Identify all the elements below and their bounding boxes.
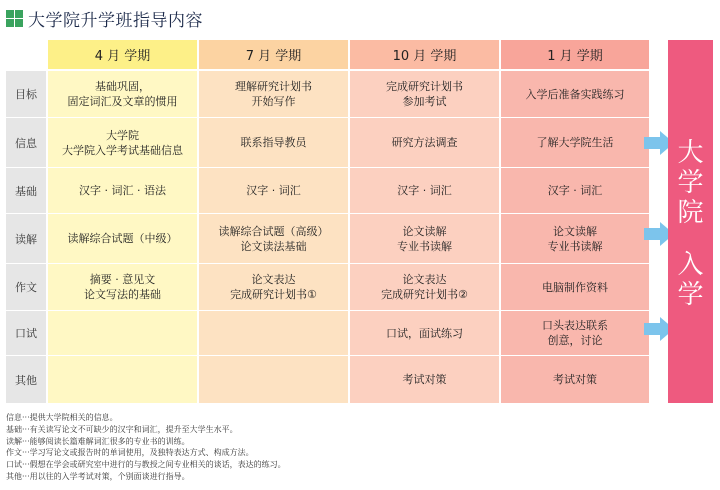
cell-goal-jul: 理解研究计划书 开始写作 [199,71,348,117]
cell-basics-apr: 汉字 · 词汇 · 语法 [48,168,197,213]
header-april: 4 月 学期 [48,40,197,69]
row-label-oral: 口试 [6,311,46,355]
row-separator [6,355,649,356]
cell-other-jan: 考试对策 [501,356,649,403]
row-label-other: 其他 [6,356,46,403]
row-separator [6,310,649,311]
banner-top-text [677,138,703,228]
cell-basics-oct: 汉字 · 词汇 [350,168,499,213]
header-july: 7 月 学期 [199,40,348,69]
row-separator [6,263,649,264]
footnote-oral: 口试···假想在学会或研究室中进行的与教授之间专业相关的谈话，表达的练习。 [6,460,286,470]
graduate-admission-banner [668,40,713,403]
footnotes [6,412,286,483]
banner-bottom-text [677,250,703,310]
header-january: 1 月 学期 [501,40,649,69]
cell-oral-oct: 口试，面试练习 [350,311,499,355]
cell-info-apr: 大学院 大学院入学考试基础信息 [48,118,197,167]
title-text: 大学院升学班指导内容 [28,10,203,31]
cell-writing-jul: 论文表达 完成研究计划书① [199,264,348,310]
cell-other-oct: 考试对策 [350,356,499,403]
banner-char: 大 [677,138,704,168]
cell-basics-jan: 汉字 · 词汇 [501,168,649,213]
cell-info-jul: 联系指导教员 [199,118,348,167]
footnote-writing: 作文···学习写论文或报告时的单词使用，及独特表达方式、构成方法。 [6,448,254,458]
square-grid-icon [6,10,23,27]
row-separator [6,213,649,214]
footnote-info: 信息···提供大学院相关的信息。 [6,413,118,422]
cell-info-oct: 研究方法调查 [350,118,499,167]
banner-char: 入 [677,250,704,280]
cell-reading-jan: 论文读解 专业书读解 [501,214,649,263]
cell-reading-oct: 论文读解 专业书读解 [350,214,499,263]
cell-writing-oct: 论文表达 完成研究计划书② [350,264,499,310]
row-separator [6,167,649,168]
row-label-writing: 作文 [6,264,46,310]
cell-oral-apr [48,311,197,355]
banner-char: 学 [677,280,704,310]
cell-writing-jan: 电脑制作资料 [501,264,649,310]
cell-info-jan: 了解大学院生活 [501,118,649,167]
cell-goal-jan: 入学后准备实践练习 [501,71,649,117]
footnote-basics: 基础···有关读写论文不可缺少的汉字和词汇，提升至大学生水平。 [6,424,238,434]
cell-goal-oct: 完成研究计划书 参加考试 [350,71,499,117]
cell-reading-apr: 读解综合试题（中级） [48,214,197,263]
banner-char: 院 [677,198,704,228]
cell-goal-apr: 基础巩固， 固定词汇及文章的惯用 [48,71,197,117]
cell-basics-jul: 汉字 · 词汇 [199,168,348,213]
row-separator [6,117,649,118]
row-label-goal: 目标 [6,71,46,117]
footnote-reading: 读解···能够阅读长篇难解词汇很多的专业书的训练。 [6,436,190,446]
cell-other-jul [199,356,348,403]
row-label-basics: 基础 [6,168,46,213]
header-october: 10 月 学期 [350,40,499,69]
cell-reading-jul: 读解综合试题（高级） 论文读法基础 [199,214,348,263]
cell-writing-apr: 摘要 · 意见文 论文写法的基础 [48,264,197,310]
footnote-other: 其他···用以往的入学考试对策，个别面谈进行指导。 [6,471,190,481]
banner-char: 学 [677,168,704,198]
cell-oral-jan: 口头表达联系 创意，讨论 [501,311,649,355]
cell-other-apr [48,356,197,403]
row-label-reading: 读解 [6,214,46,263]
cell-oral-jul [199,311,348,355]
page-title [6,6,203,30]
row-label-info: 信息 [6,118,46,167]
